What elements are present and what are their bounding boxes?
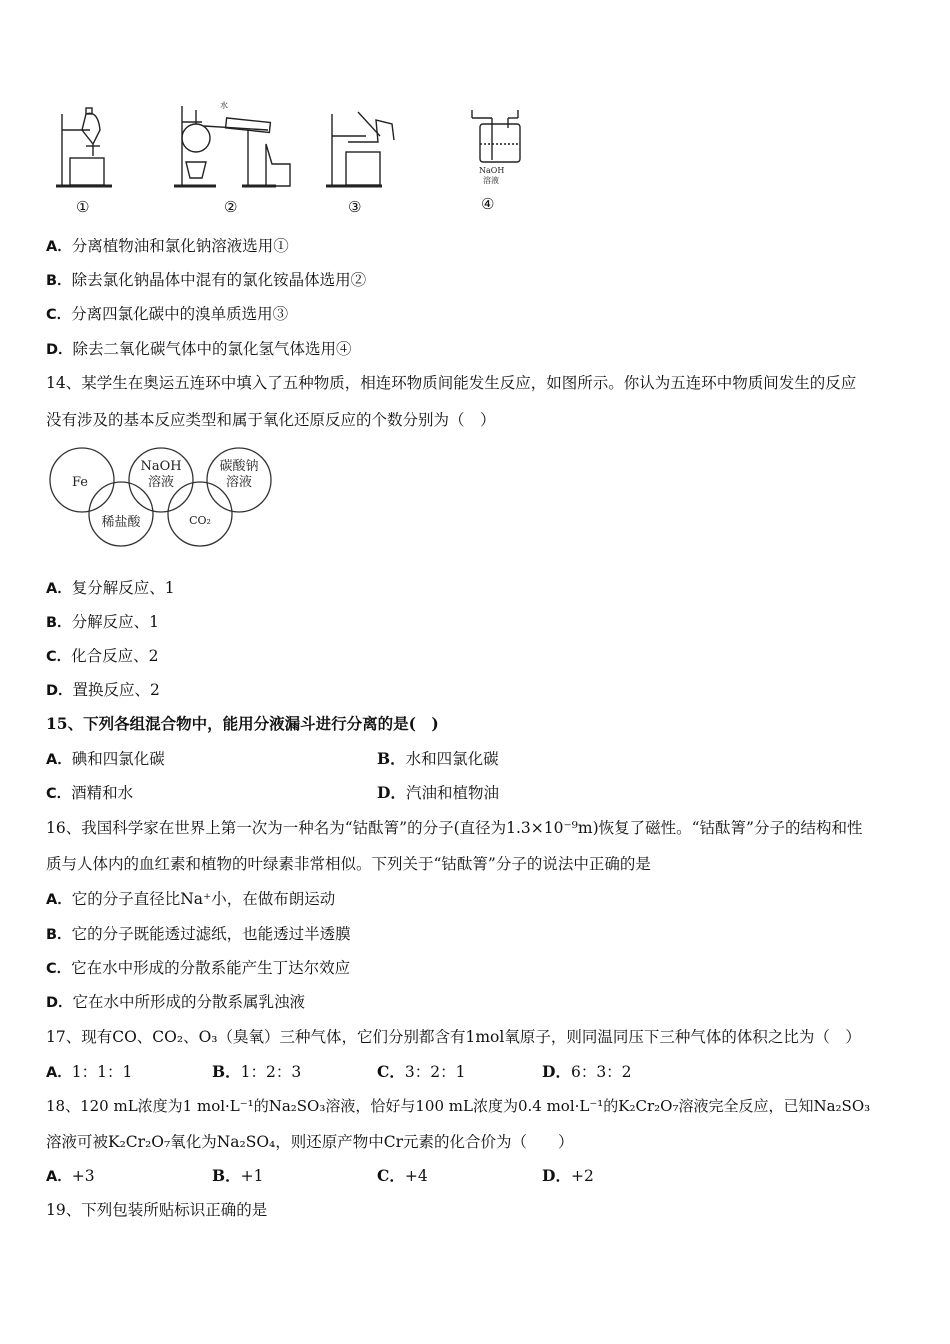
apparatus-figure <box>46 100 586 220</box>
q14-option-c: C．化合反应、2 <box>46 647 159 665</box>
ring-fe: Fe <box>71 475 89 490</box>
q15-option-a: A．碘和四氯化碳 <box>46 750 165 768</box>
figure-label-1: ① <box>76 198 90 216</box>
q14-stem-line2: 没有涉及的基本反应类型和属于氧化还原反应的个数分别为（ ） <box>46 411 496 429</box>
q14-option-a: A．复分解反应、1 <box>46 579 175 597</box>
q17-option-b: B．1：2：3 <box>212 1062 302 1081</box>
filtration-apparatus <box>326 112 394 186</box>
ring-sodium-carbonate: 碳酸钠 <box>219 459 259 474</box>
q18-option-b: B．+1 <box>212 1166 264 1185</box>
ring-hydrochloric-acid: 稀盐酸 <box>101 515 141 530</box>
q16-option-d: D．它在水中所形成的分散系属乳浊液 <box>46 993 306 1011</box>
q15-option-b: B．水和四氯化碳 <box>377 749 499 768</box>
q16-option-a: A．它的分子直径比Na⁺小，在做布朗运动 <box>46 890 336 908</box>
q16-option-b: B．它的分子既能透过滤纸，也能透过半透膜 <box>46 925 351 943</box>
q13-option-d: D．除去二氧化碳气体中的氯化氢气体选用④ <box>46 340 352 358</box>
q14-stem-line1: 14、某学生在奥运五连环中填入了五种物质，相连环物质间能发生反应，如图所示。你认为五连环中物质间发生的反应 <box>46 374 857 392</box>
distillation-apparatus <box>174 106 290 186</box>
q13-option-c: C．分离四氯化碳中的溴单质选用③ <box>46 305 289 323</box>
q14-option-d: D．置换反应、2 <box>46 681 160 699</box>
q14-option-b: B．分解反应、1 <box>46 613 159 631</box>
ring-naoh-solution: 溶液 <box>147 475 175 490</box>
water-label: 水 <box>220 101 228 110</box>
q16-stem-line1: 16、我国科学家在世界上第一次为一种名为“钴酞箐”的分子(直径为1.3×10⁻⁹m)恢复了磁性。“钴酞箐”分子的结构和性 <box>46 819 863 837</box>
naoh-label: NaOH <box>479 166 505 175</box>
q16-stem-line2: 质与人体内的血红素和植物的叶绿素非常相似。下列关于“钴酞箐”分子的说法中正确的是 <box>46 855 651 873</box>
q19-stem: 19、下列包装所贴标识正确的是 <box>46 1201 268 1219</box>
q17-option-a: A．1：1：1 <box>46 1063 133 1081</box>
ring-naoh: NaOH <box>140 459 182 474</box>
ring-co2: CO₂ <box>189 514 211 527</box>
five-rings-figure <box>46 446 276 550</box>
q18-stem-line2: 溶液可被K₂Cr₂O₇氧化为Na₂SO₄，则还原产物中Cr元素的化合价为（ ） <box>46 1133 574 1151</box>
separatory-funnel-apparatus <box>56 108 112 186</box>
q17-option-d: D．6：3：2 <box>542 1062 632 1081</box>
q16-option-c: C．它在水中形成的分散系能产生丁达尔效应 <box>46 959 351 977</box>
q17-stem: 17、现有CO、CO₂、O₃（臭氧）三种气体，它们分别都含有1mol氧原子，则同温同压下三种气体的体积之比为（ ） <box>46 1028 861 1046</box>
q15-option-d: D．汽油和植物油 <box>377 783 499 802</box>
q13-option-b: B．除去氯化钠晶体中混有的氯化铵晶体选用② <box>46 271 367 289</box>
q18-option-a: A．+3 <box>46 1167 95 1185</box>
q15-option-c: C．酒精和水 <box>46 784 134 802</box>
q18-option-d: D．+2 <box>542 1166 594 1185</box>
gas-washing-bottle-apparatus <box>472 110 520 162</box>
figure-label-4: ④ <box>481 195 495 213</box>
naoh-solution-label: 溶液 <box>483 176 499 185</box>
q13-option-a: A．分离植物油和氯化钠溶液选用① <box>46 237 289 255</box>
q18-stem-line1: 18、120 mL浓度为1 mol·L⁻¹的Na₂SO₃溶液，恰好与100 mL浓度为0.4 mol·L⁻¹的K₂Cr₂O₇溶液完全反应，已知Na₂SO₃ <box>46 1097 871 1115</box>
q15-stem: 15、下列各组混合物中，能用分液漏斗进行分离的是( ) <box>46 714 439 733</box>
ring-sodium-carbonate-solution: 溶液 <box>225 475 253 490</box>
figure-label-3: ③ <box>348 198 362 216</box>
figure-label-2: ② <box>224 198 238 216</box>
q18-option-c: C．+4 <box>377 1166 428 1185</box>
q17-option-c: C．3：2：1 <box>377 1062 466 1081</box>
